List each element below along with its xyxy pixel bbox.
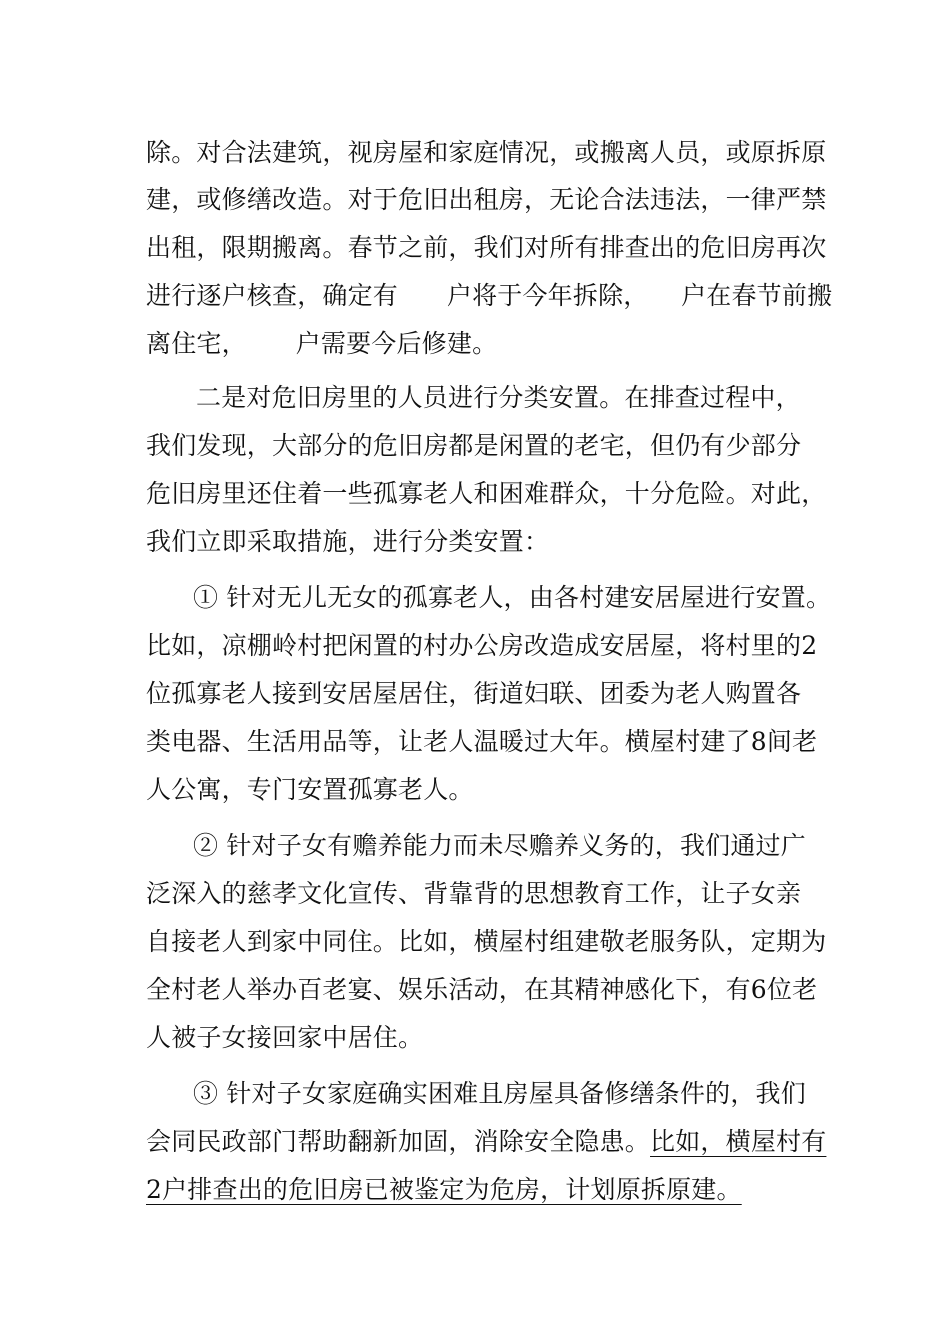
item-1-line-3: 位孤寡老人接到安居屋居住，街道妇联、团委为老人购置各 [146, 679, 802, 708]
paragraph-1-line-2: 建，或修缮改造。对于危旧出租房，无论合法违法，一律严禁 [146, 185, 827, 214]
item-1-line-1: ① 针对无儿无女的孤寡老人，由各村建安居屋进行安置。 [193, 583, 832, 612]
item-1-line-5: 人公寓，专门安置孤寡老人。 [146, 775, 474, 804]
paragraph-1-line-1: 除。对合法建筑，视房屋和家庭情况，或搬离人员，或原拆原 [146, 138, 827, 167]
item-2-line-5: 人被子女接回家中居住。 [146, 1023, 424, 1052]
item-2-line-4: 全村老人举办百老宴、娱乐活动，在其精神感化下，有6位老 [146, 975, 818, 1004]
item-3-underlined-example-start: 比如，横屋村有 [650, 1127, 827, 1156]
paragraph-1-line-3: 出租，限期搬离。春节之前，我们对所有排查出的危旧房再次 [146, 233, 827, 262]
item-3-underlined-example-end: 2户排查出的危旧房已被鉴定为危房，计划原拆原建。 [146, 1175, 742, 1204]
item-2-line-3: 自接老人到家中同住。比如，横屋村组建敬老服务队，定期为 [146, 927, 827, 956]
item-1-line-2: 比如，凉棚岭村把闲置的村办公房改造成安居屋，将村里的2 [146, 631, 818, 660]
paragraph-2-line-2: 我们发现，大部分的危旧房都是闲置的老宅，但仍有少部分 [146, 431, 802, 460]
item-3-line-1: ③ 针对子女家庭确实困难且房屋具备修缮条件的，我们 [193, 1079, 806, 1108]
paragraph-2-line-1: 二是对危旧房里的人员进行分类安置。在排查过程中， [196, 383, 801, 412]
paragraph-1-line-4: 进行逐户核查，确定有 户将于今年拆除， 户在春节前搬 [146, 281, 833, 310]
item-2-line-2: 泛深入的慈孝文化宣传、背靠背的思想教育工作，让子女亲 [146, 879, 802, 908]
item-3-line-2-text: 会同民政部门帮助翻新加固，消除安全隐患。 [146, 1127, 651, 1156]
item-3-line-2 [146, 1126, 826, 1158]
paragraph-2-line-3: 危旧房里还住着一些孤寡老人和困难群众，十分危险。对此， [146, 479, 827, 508]
paragraph-1-line-5: 离住宅， 户需要今后修建。 [146, 329, 498, 358]
paragraph-2-line-4: 我们立即采取措施，进行分类安置： [146, 527, 550, 556]
item-1-line-4: 类电器、生活用品等，让老人温暖过大年。横屋村建了8间老 [146, 727, 818, 756]
item-3-line-3 [146, 1174, 742, 1206]
item-2-line-1: ② 针对子女有赡养能力而未尽赡养义务的，我们通过广 [193, 831, 806, 860]
